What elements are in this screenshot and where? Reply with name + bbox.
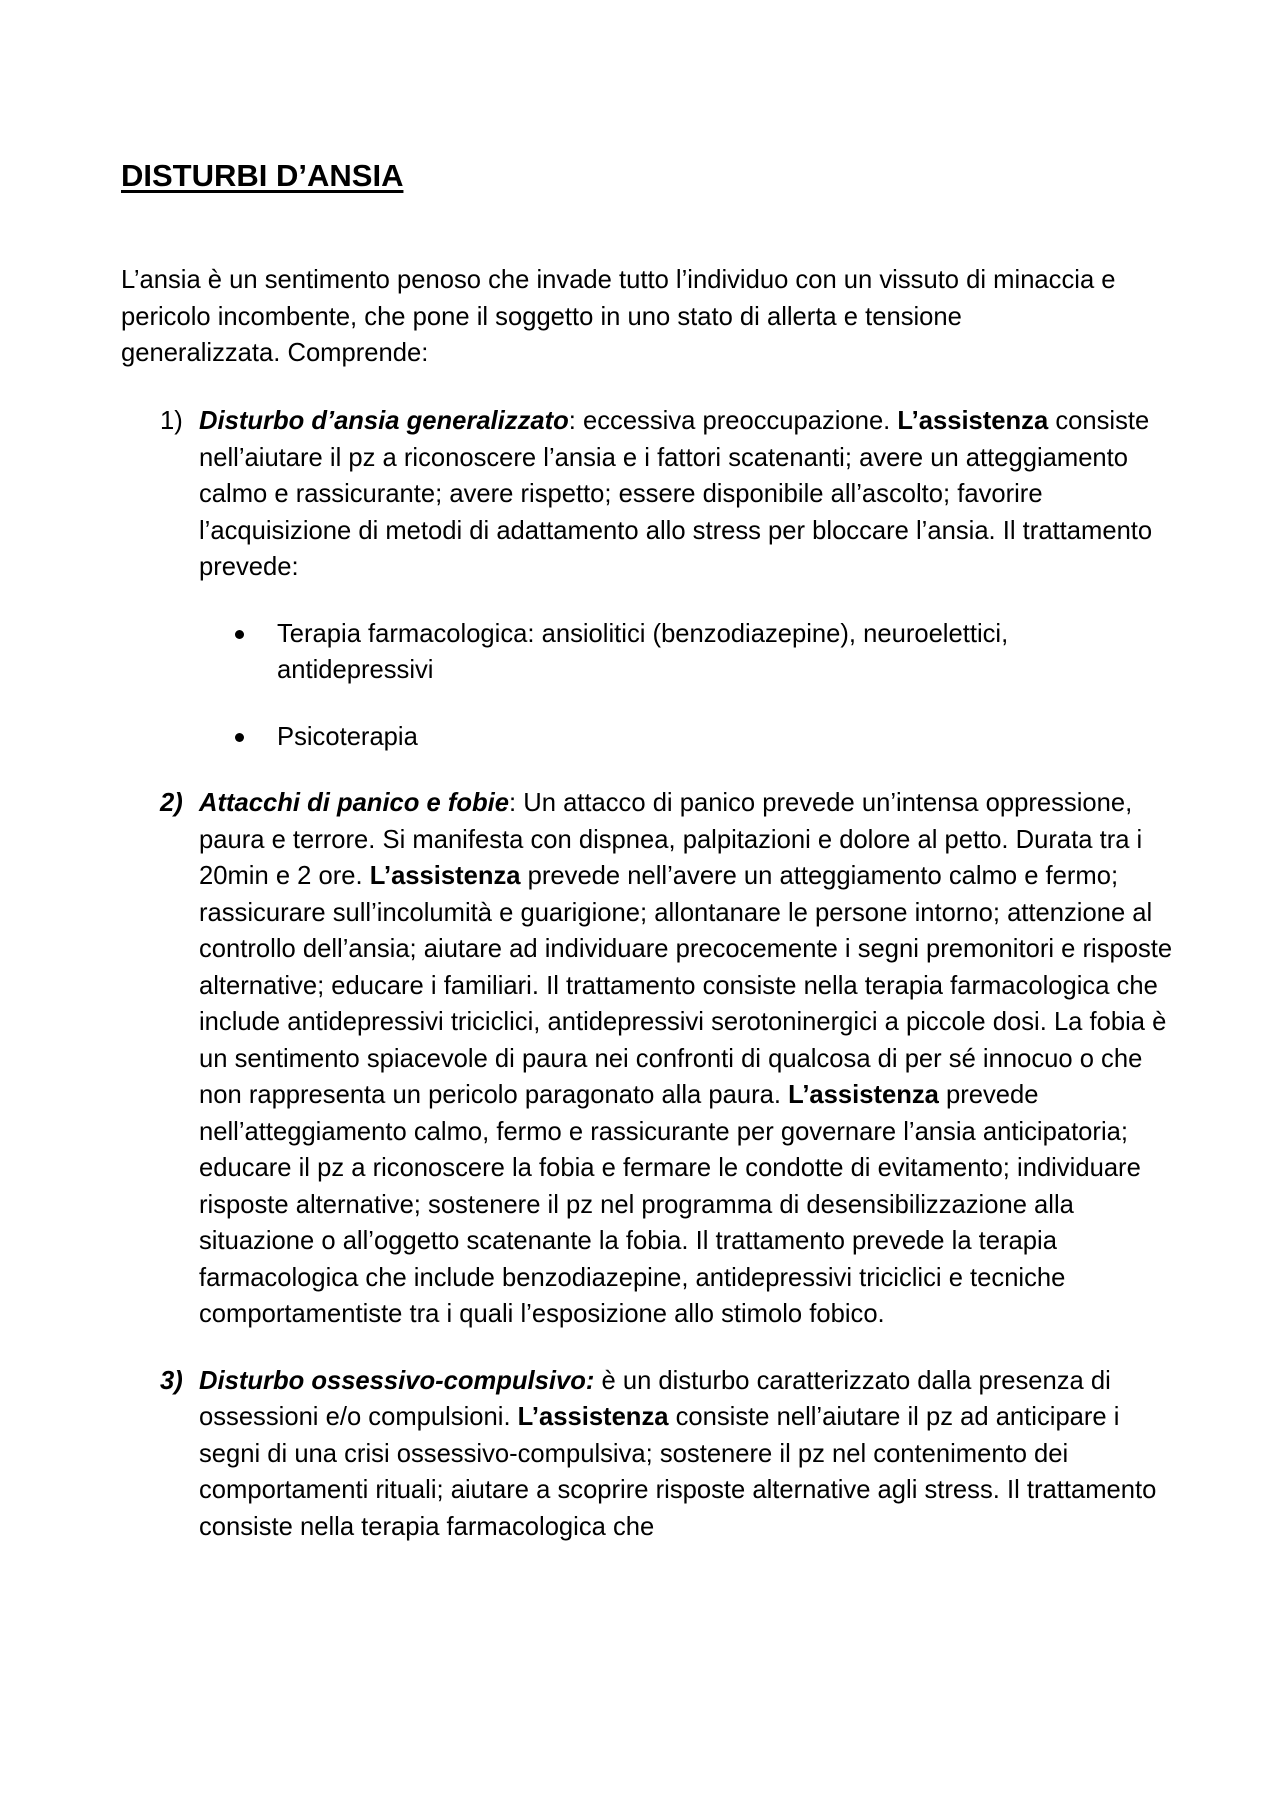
intro-paragraph: L’ansia è un sentimento penoso che invade tutto l’individuo con un vissuto di minaccia e pericolo incombente, che pone il soggetto in uno stato di allerta e tensione generalizzata. Comprende: bbox=[121, 266, 1116, 367]
treatment-bullets bbox=[199, 616, 1174, 756]
assistance-label: L’assistenza bbox=[788, 1081, 939, 1109]
disorders-list bbox=[0, 403, 1280, 1545]
item-text: : Un attacco di panico prevede un’intensa oppressione, paura e terrore. Si manifesta con dispnea, palpitazioni e dolore al petto. Durata tra i 20min e 2 ore. bbox=[199, 789, 1143, 890]
item-text: : eccessiva preoccupazione. bbox=[568, 407, 898, 435]
assistance-label: L’assistenza bbox=[897, 407, 1049, 435]
item-text: prevede nell’avere un atteggiamento calmo e fermo; rassicurare sull’incolumità e guarigione; allontanare le persone intorno; attenzione al controllo dell’ansia; aiutare ad individuare precocemente i segni premonitori e risposte alternative; educare i familiari. Il trattamento consiste nella terapia farmacologica che include antidepressivi triciclici, antidepressivi serotoninergici a piccole dosi. La fobia è un sentimento spiacevole di paura nei confronti di qualcosa di per sé innocuo o che non rappresenta un pericolo paragonato alla paura. bbox=[199, 862, 1173, 1109]
list-item-generalized-anxiety bbox=[0, 403, 1174, 755]
list-item-panic-phobia bbox=[0, 785, 1174, 1333]
item-text: consiste nell’aiutare il pz a riconoscere l’ansia e i fattori scatenanti; avere un atteggiamento calmo e rassicurante; avere rispetto; essere disponibile all’ascolto; favorire l’acquisizione di metodi di adattamento allo stress per bloccare l’ansia. Il trattamento prevede: bbox=[199, 407, 1153, 581]
list-item-number: 3) bbox=[160, 1366, 183, 1395]
disorder-term: Disturbo ossessivo-compulsivo: bbox=[199, 1366, 595, 1395]
item-text: consiste nell’aiutare il pz ad anticipare i segni di una crisi ossessivo-compulsiva; sostenere il pz nel contenimento dei comportamenti rituali; aiutare a scoprire risposte alternative agli stress. Il trattamento consiste nella terapia farmacologica che bbox=[199, 1403, 1157, 1541]
assistance-label: L’assistenza bbox=[517, 1403, 669, 1431]
bullet-dot-icon bbox=[235, 733, 244, 742]
list-item-paragraph bbox=[199, 1363, 1174, 1546]
bullet-item bbox=[199, 616, 1097, 689]
list-item-number: 1) bbox=[160, 407, 183, 435]
item-text: è un disturbo caratterizzato dalla presenza di ossessioni e/o compulsioni. bbox=[199, 1366, 1111, 1431]
item-text: prevede nell’atteggiamento calmo, fermo e rassicurante per governare l’ansia anticipatoria; educare il pz a riconoscere la fobia e fermare le condotte di evitamento; individuare risposte alternative; sostenere il pz nel programma di desensibilizzazione alla situazione o all’oggetto scatenante la fobia. Il trattamento prevede la terapia farmacologica che include benzodiazepine, antidepressivi triciclici e tecniche comportamentiste tra i quali l’esposizione allo stimolo fobico. bbox=[199, 1081, 1141, 1328]
assistance-label: L’assistenza bbox=[369, 862, 521, 890]
list-item-paragraph bbox=[199, 785, 1174, 1333]
bullet-item bbox=[199, 719, 1097, 756]
bullet-text: Psicoterapia bbox=[277, 722, 418, 751]
list-item-ocd bbox=[0, 1363, 1174, 1546]
document-title: DISTURBI D’ANSIA bbox=[121, 158, 404, 193]
disorder-term: Attacchi di panico e fobie bbox=[199, 789, 510, 817]
bullet-text: Terapia farmacologica: ansiolitici (benzodiazepine), neuroelettici, antidepressivi bbox=[277, 619, 1009, 684]
bullet-dot-icon bbox=[235, 630, 244, 639]
list-item-paragraph bbox=[199, 403, 1174, 586]
disorder-term: Disturbo d’ansia generalizzato bbox=[199, 407, 569, 435]
list-item-number: 2) bbox=[160, 789, 183, 817]
